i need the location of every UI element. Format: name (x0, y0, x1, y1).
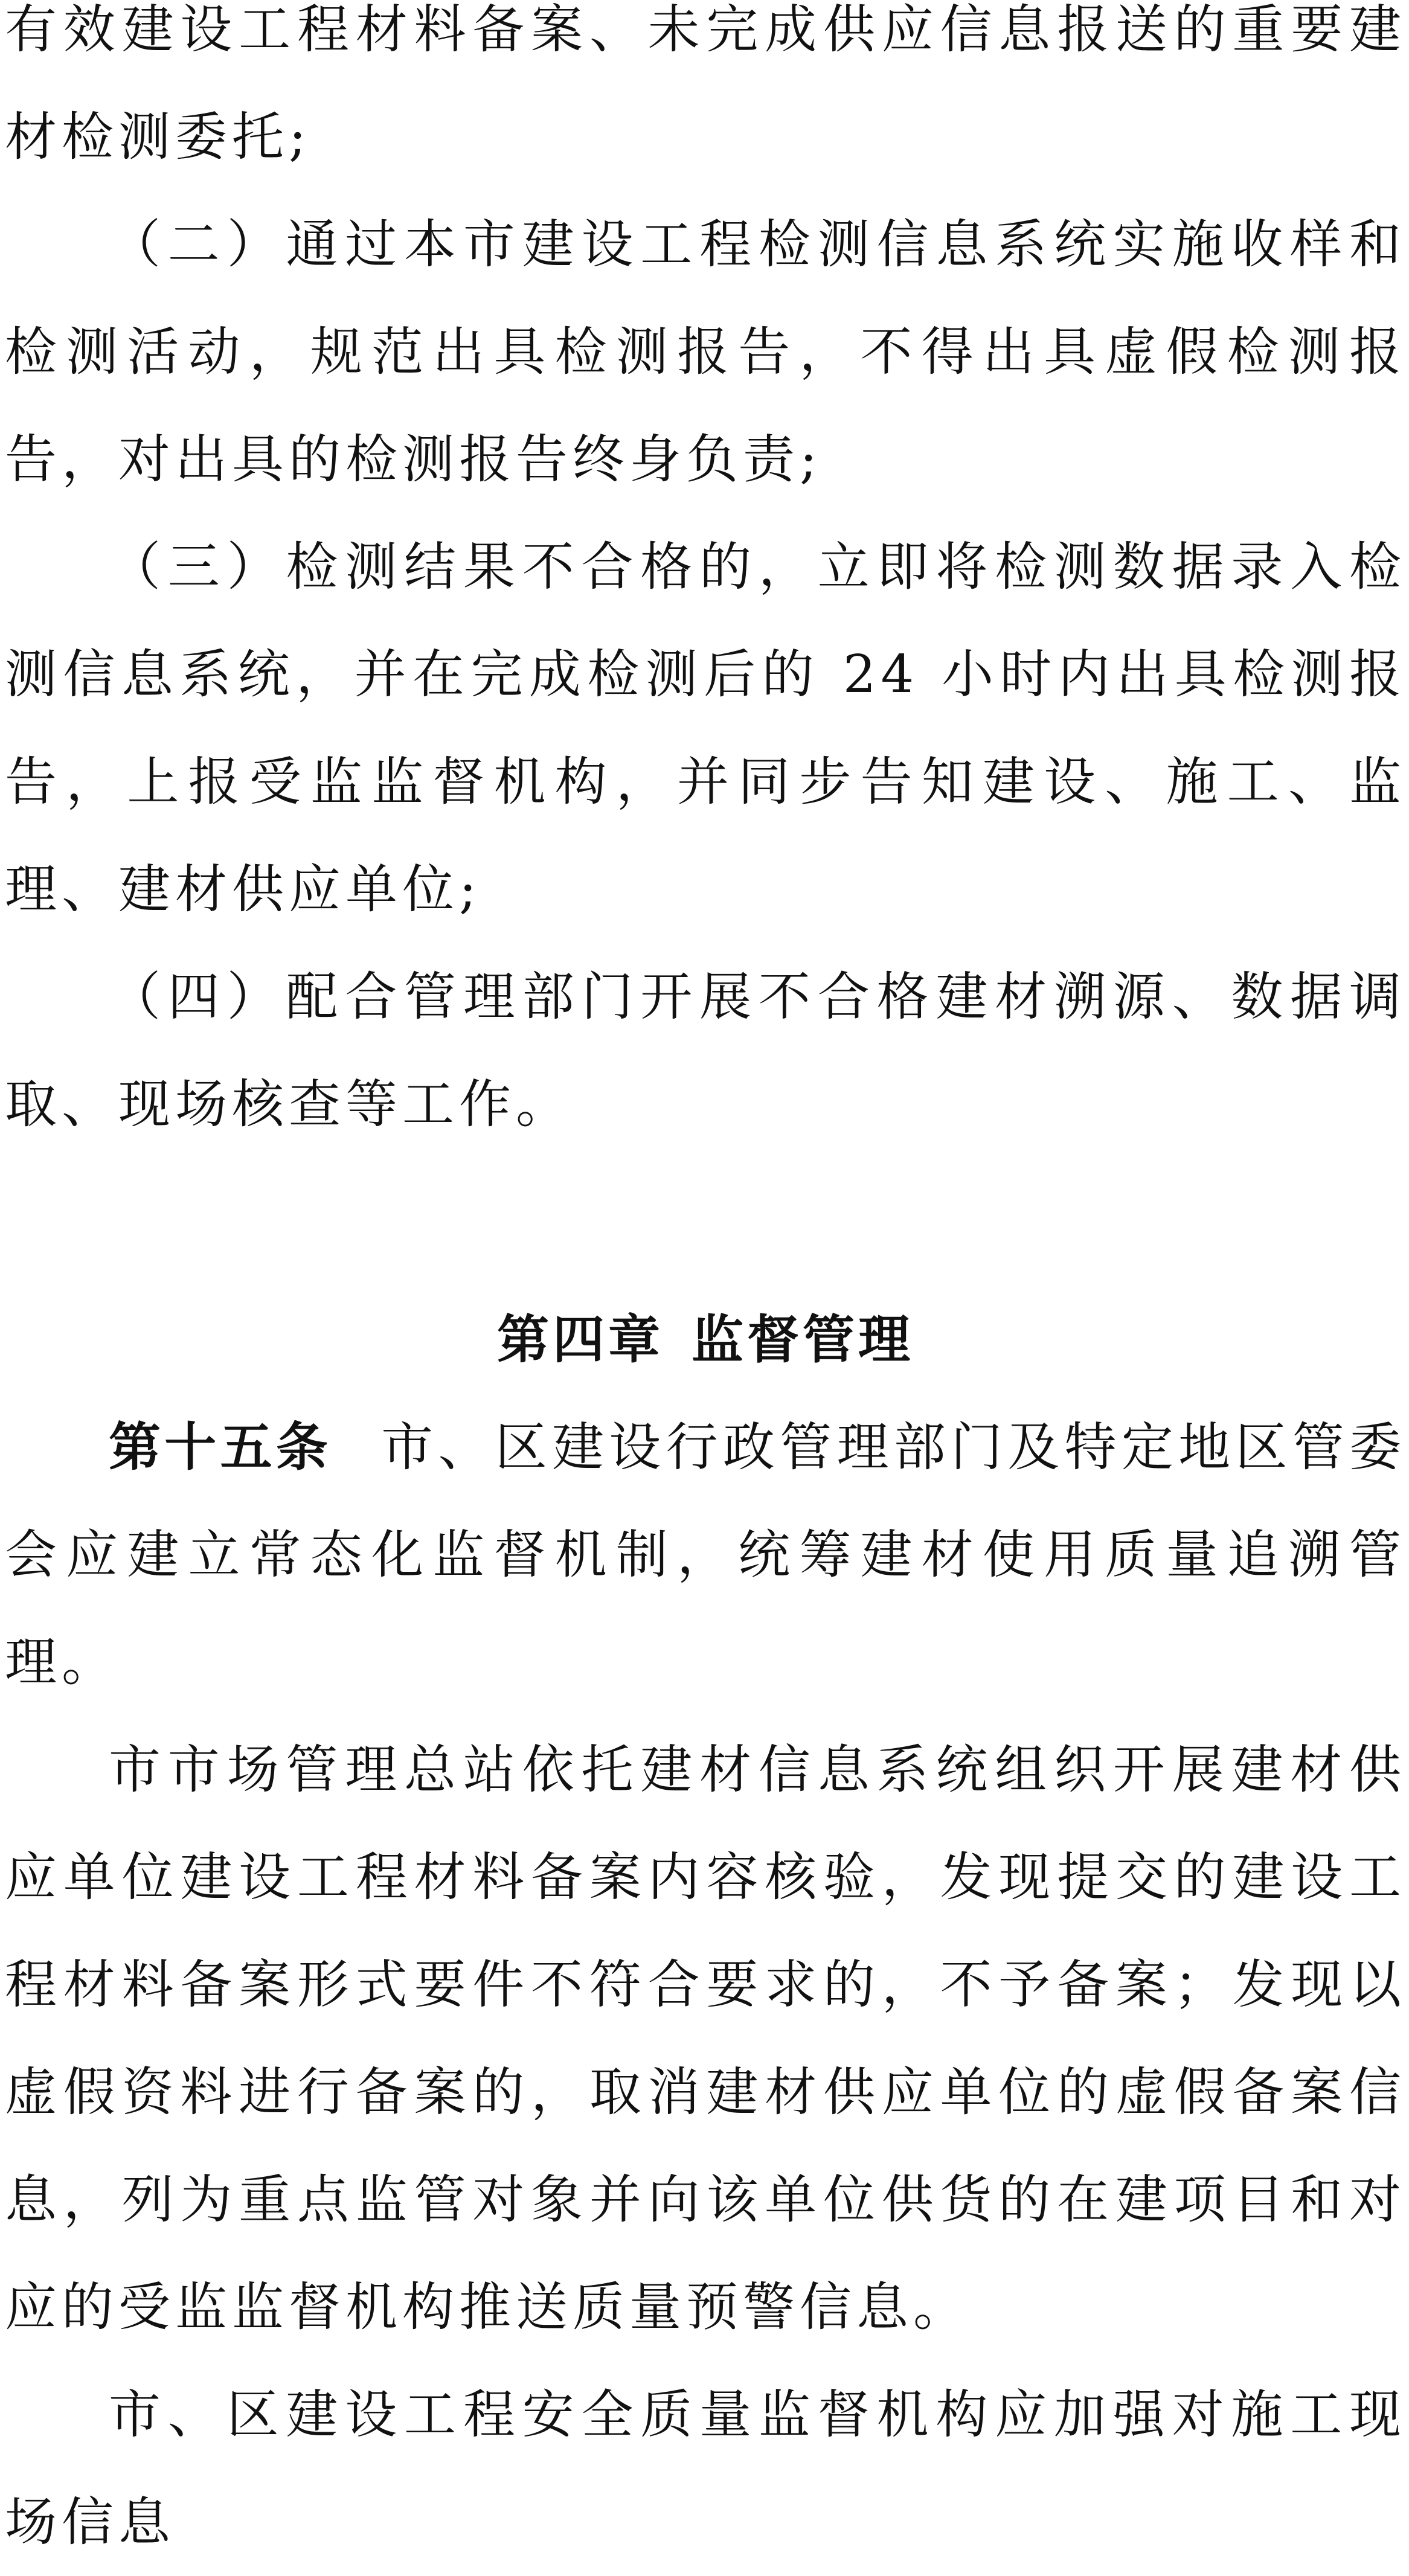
article-number: 第十五条 (109, 1417, 332, 1478)
paragraph-item-4: （四）配合管理部门开展不合格建材溯源、数据调取、现场核查等工作。 (5, 967, 1406, 1135)
paragraph-item-3: （三）检测结果不合格的，立即将检测数据录入检测信息系统，并在完成检测后的 24 小时内出具检测报告，上报受监监督机构，并同步告知建设、施工、监理、建材供应单位; (5, 537, 1406, 920)
paragraph-market-station: 市市场管理总站依托建材信息系统组织开展建材供应单位建设工程材料备案内容核验，发现提交的建设工程材料备案形式要件不符合要求的，不予备案；发现以虚假资料进行备案的，取消建材供应单位的虚假备案信息，列为重点监管对象并向该单位供货的在建项目和对应的受监监督机构推送质量预警信息。 (5, 1740, 1406, 2337)
paragraph-supervision-agency: 市、区建设工程安全质量监督机构应加强对施工现场信息 (5, 2385, 1406, 2552)
paragraph-continued: 有效建设工程材料备案、未完成供应信息报送的重要建材检测委托; (5, 0, 1406, 167)
article-text: 市、区建设行政管理部门及特定地区管委会应建立常态化监督机制，统筹建材使用质量追溯管理。 (5, 1417, 1407, 1693)
chapter-heading (5, 1286, 1406, 1394)
chapter-number: 第四章 (497, 1310, 664, 1370)
chapter-title: 监督管理 (692, 1310, 914, 1370)
paragraph-item-2: （二）通过本市建设工程检测信息系统实施收样和检测活动，规范出具检测报告，不得出具虚假检测报告，对出具的检测报告终身负责; (5, 214, 1406, 490)
article-15-paragraph (5, 1394, 1406, 1716)
